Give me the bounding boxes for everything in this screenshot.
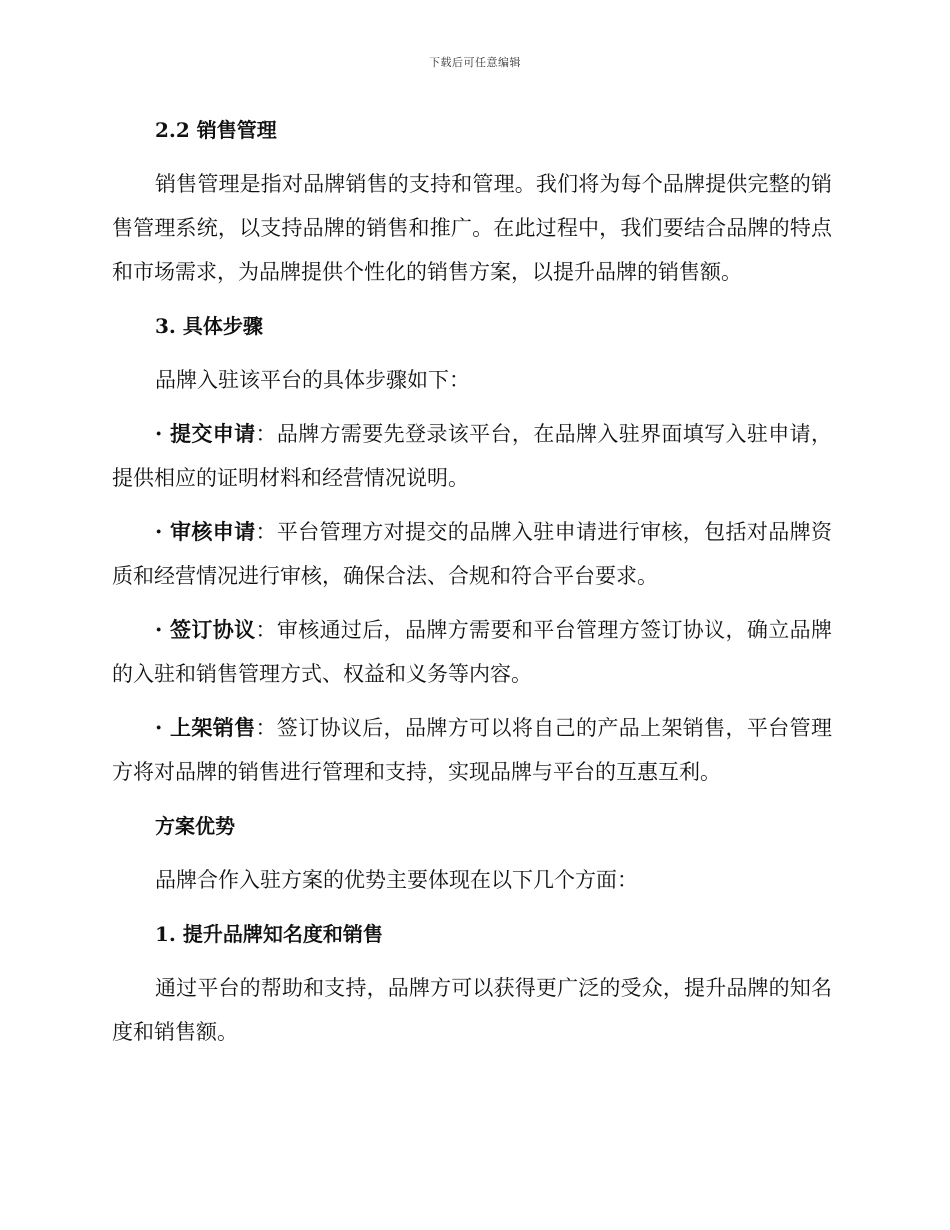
paragraph-sales-management: 销售管理是指对品牌销售的支持和管理。我们将为每个品牌提供完整的销售管理系统，以支持品牌的销售和推广。在此过程中，我们要结合品牌的特点和市场需求，为品牌提供个性化的销售方案，以提升品牌的销售额。 — [112, 172, 832, 284]
step-text: ：审核通过后，品牌方需要和平台管理方签订协议，确立品牌的入驻和销售管理方式、权益和义务等内容。 — [112, 618, 833, 686]
paragraph-advantages-intro: 品牌合作入驻方案的优势主要体现在以下几个方面： — [155, 868, 638, 892]
subsection-heading-1: 1. 提升品牌知名度和销售 — [155, 922, 383, 946]
step-text: ：平台管理方对提交的品牌入驻申请进行审核，包括对品牌资质和经营情况进行审核，确保合法、合规和符合平台要求。 — [112, 520, 833, 588]
step-term: · 提交申请 — [155, 421, 256, 446]
document-body — [112, 108, 832, 1064]
step-term: · 上架销售 — [155, 715, 256, 740]
paragraph-steps-intro: 品牌入驻该平台的具体步骤如下： — [155, 368, 470, 392]
header-note: 下载后可任意编辑 — [429, 56, 521, 69]
step-item-listing — [112, 706, 832, 794]
step-term: · 签订协议 — [155, 617, 256, 642]
section-heading-advantages: 方案优势 — [155, 814, 235, 838]
step-item-sign — [112, 608, 832, 696]
step-text: ：签订协议后，品牌方可以将自己的产品上架销售，平台管理方将对品牌的销售进行管理和支持，实现品牌与平台的互惠互利。 — [112, 716, 833, 784]
step-item-review — [112, 510, 832, 598]
paragraph-advantage-1: 通过平台的帮助和支持，品牌方可以获得更广泛的受众，提升品牌的知名度和销售额。 — [112, 976, 832, 1044]
step-item-submit — [112, 412, 832, 500]
step-term: · 审核申请 — [155, 519, 256, 544]
section-heading-3: 3. 具体步骤 — [155, 314, 263, 338]
step-text: ：品牌方需要先登录该平台，在品牌入驻界面填写入驻申请，提供相应的证明材料和经营情况说明。 — [112, 422, 833, 490]
section-heading-2-2: 2.2 销售管理 — [155, 118, 277, 142]
